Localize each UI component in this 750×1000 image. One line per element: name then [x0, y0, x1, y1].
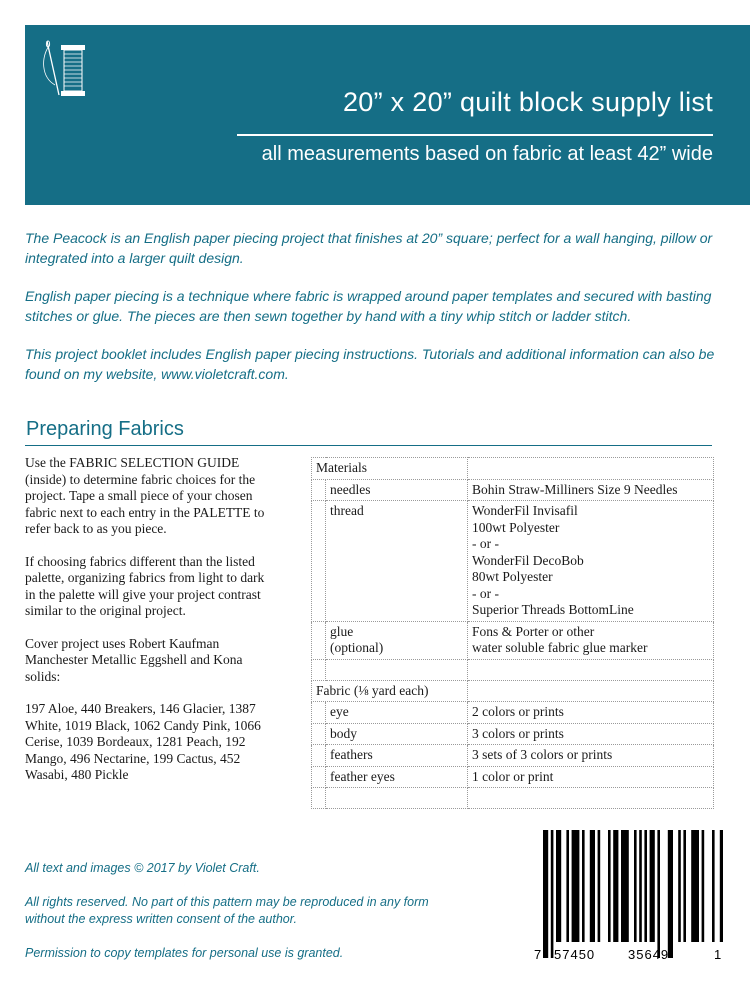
- table-cell: [312, 702, 326, 724]
- thread-line: WonderFil Invisafil: [472, 503, 578, 518]
- barcode-bar: [566, 830, 569, 942]
- table-row: [312, 745, 714, 767]
- thread-line: - or -: [472, 585, 500, 601]
- instruction-paragraph: If choosing fabrics different than the listed palette, organizing fabrics from light to dark in the palette will give your project contrast similar to the original project.: [25, 553, 265, 618]
- fabric-value: 1 color or print: [468, 766, 714, 788]
- thread-line: 80wt Polyester: [472, 569, 553, 584]
- table-row: [312, 659, 714, 680]
- barcode-bar: [590, 830, 595, 942]
- barcode-bar: [621, 830, 629, 942]
- fabric-value: 3 colors or prints: [468, 723, 714, 745]
- header-divider: [237, 134, 713, 136]
- table-row: [312, 501, 714, 622]
- thread-line: Superior Threads BottomLine: [472, 602, 634, 617]
- table-row: [312, 458, 714, 480]
- material-value: [468, 501, 714, 622]
- instruction-paragraph: Use the FABRIC SELECTION GUIDE (inside) to determine fabric choices for the project. Tape a small piece of your chosen fabric next to each entry in the PALETTE to refer back to as you piece.: [25, 455, 265, 536]
- fabric-section-header: Fabric (⅛ yard each): [312, 680, 468, 702]
- fabric-label: feathers: [326, 745, 468, 767]
- fabric-value: 2 colors or prints: [468, 702, 714, 724]
- barcode-bar: [720, 830, 723, 942]
- table-cell: [312, 745, 326, 767]
- table-row: [312, 621, 714, 659]
- table-cell: [312, 723, 326, 745]
- barcode-bar: [608, 830, 611, 942]
- barcode-bar: [613, 830, 618, 942]
- intro-text: [25, 228, 725, 402]
- section-divider: [25, 445, 712, 446]
- material-value: [468, 621, 714, 659]
- glue-label-note: (optional): [330, 640, 384, 655]
- barcode-bar: [657, 830, 660, 958]
- table-row: [312, 680, 714, 702]
- table-cell: [468, 659, 714, 680]
- table-cell: [312, 659, 326, 680]
- materials-section-header: Materials: [312, 458, 468, 480]
- permission-line: Permission to copy templates for personal use is granted.: [25, 946, 344, 960]
- intro-paragraph: The Peacock is an English paper piecing project that finishes at 20” square; perfect for a wall hanging, pillow or integrated into a larger quilt design.: [25, 230, 713, 266]
- color-list: 197 Aloe, 440 Breakers, 146 Glacier, 1387 White, 1019 Black, 1062 Candy Pink, 1066 Cerise, 1039 Bordeaux, 1281 Peach, 192 Mango, 496 Nectarine, 199 Cactus, 452 Wasabi, 480 Pickle: [25, 701, 261, 782]
- barcode-bar: [598, 830, 601, 942]
- barcode-bar: [543, 830, 548, 958]
- table-row: [312, 788, 714, 809]
- barcode-bar: [683, 830, 686, 942]
- material-value: Bohin Straw-Milliners Size 9 Needles: [468, 479, 714, 501]
- table-cell: [312, 766, 326, 788]
- page-subtitle: all measurements based on fabric at least 42” wide: [261, 143, 713, 165]
- fabric-label: body: [326, 723, 468, 745]
- fabric-label: feather eyes: [326, 766, 468, 788]
- barcode-check-digit: 1: [714, 947, 722, 962]
- barcode-bar: [691, 830, 699, 942]
- material-label: needles: [326, 479, 468, 501]
- thread-line: WonderFil DecoBob: [472, 552, 584, 568]
- barcode-group-2: 35649: [628, 947, 670, 962]
- barcode-bar: [582, 830, 585, 942]
- copyright-line: All text and images © 2017 by Violet Craft.: [25, 861, 260, 875]
- barcode-group-1: 57450: [554, 947, 596, 962]
- fabric-label: eye: [326, 702, 468, 724]
- barcode-bar: [551, 830, 554, 958]
- barcode-bar: [678, 830, 681, 942]
- barcode-bar: [650, 830, 655, 942]
- table-cell: [326, 659, 468, 680]
- table-cell: [468, 680, 714, 702]
- table-cell: [312, 621, 326, 659]
- thread-line: 100wt Polyester: [472, 519, 560, 535]
- fabric-instructions: [25, 455, 270, 800]
- intro-paragraph: This project booklet includes English paper piecing instructions. Tutorials and additional information can also be found on my website, www.violetcraft.com.: [25, 346, 715, 382]
- intro-paragraph: English paper piecing is a technique where fabric is wrapped around paper templates and secured with basting stitches or glue. The pieces are then sewn together by hand with a tiny whip stitch or ladder stitch.: [25, 288, 712, 324]
- table-row: [312, 723, 714, 745]
- table-cell: [468, 788, 714, 809]
- upc-barcode: [533, 830, 723, 965]
- instruction-paragraph: Cover project uses Robert Kaufman Manchester Metallic Eggshell and Kona solids:: [25, 635, 243, 684]
- barcode-bar: [556, 830, 561, 942]
- table-cell: [326, 788, 468, 809]
- fabric-value: 3 sets of 3 colors or prints: [468, 745, 714, 767]
- barcode-bar: [702, 830, 705, 942]
- header-banner: [25, 25, 750, 205]
- material-label: [326, 621, 468, 659]
- table-row: [312, 766, 714, 788]
- barcode-bar: [668, 830, 673, 958]
- material-label: thread: [326, 501, 468, 622]
- barcode-bar: [712, 830, 715, 942]
- glue-label: glue: [330, 623, 354, 639]
- copyright-footer: [25, 860, 455, 979]
- table-cell: [312, 501, 326, 622]
- table-cell: [468, 458, 714, 480]
- table-row: [312, 479, 714, 501]
- rights-line: All rights reserved. No part of this pattern may be reproduced in any form without the express written consent of the author.: [25, 895, 429, 926]
- needle-and-thread-spool-icon: [39, 37, 89, 101]
- barcode-bar: [572, 830, 580, 942]
- glue-line: water soluble fabric glue marker: [472, 640, 648, 655]
- materials-table: [311, 457, 714, 809]
- barcode-bar: [644, 830, 647, 942]
- glue-line: Fons & Porter or other: [472, 623, 595, 639]
- barcode-bar: [634, 830, 637, 942]
- section-title: Preparing Fabrics: [26, 418, 184, 440]
- page-title: 20” x 20” quilt block supply list: [342, 87, 713, 117]
- barcode-lead-digit: 7: [534, 947, 542, 962]
- thread-line: - or -: [472, 536, 500, 551]
- table-cell: [312, 479, 326, 501]
- table-cell: [312, 788, 326, 809]
- table-row: [312, 702, 714, 724]
- barcode-bar: [639, 830, 642, 942]
